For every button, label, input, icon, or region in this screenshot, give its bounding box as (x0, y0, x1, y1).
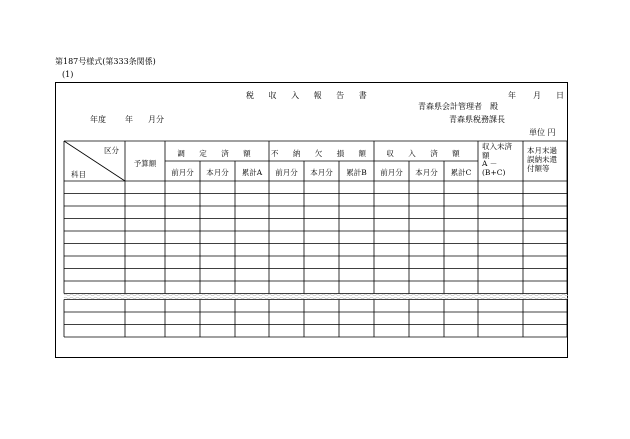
header-corner-category: 区分 (104, 146, 119, 155)
header-uncollected (482, 143, 512, 177)
period-year-label: 年 (125, 115, 133, 124)
header-uncollected-line4: (B+C) (482, 167, 506, 177)
header-corner-item: 科目 (71, 170, 86, 179)
header-col-received-prev: 前月分 (380, 168, 403, 177)
header-assessed-group: 調 定 済 額 (177, 149, 257, 158)
header-col-assessed-total: 累計A (241, 168, 263, 177)
header-col-assessed-prev: 前月分 (171, 168, 194, 177)
header-last-col (527, 146, 557, 173)
date-day-label: 日 (556, 91, 564, 100)
header-last-col-line3: 付額等 (527, 164, 550, 173)
form-number: 第187号様式(第333条関係) (55, 57, 156, 66)
date-month-label: 月 (533, 91, 541, 100)
header-col-loss-total: 累計B (346, 168, 367, 177)
header-budget: 予算額 (133, 159, 157, 168)
header-col-loss-curr: 本月分 (310, 168, 333, 177)
subsection-label: (1) (62, 70, 74, 79)
header-received-group: 収 入 済 額 (386, 149, 466, 158)
header-uncollected-line2: 額 (482, 150, 490, 160)
header-col-received-total: 累計C (450, 168, 472, 177)
table-break-wave (64, 294, 568, 296)
fiscal-year-label: 年度 (90, 115, 106, 124)
report-form (55, 82, 568, 358)
date-year-label: 年 (508, 91, 516, 100)
header-last-col-line1: 本月末過 (527, 146, 557, 155)
report-title: 税 収 入 報 告 書 (246, 91, 373, 100)
header-uncollected-line3: A － (482, 159, 498, 168)
header-loss-group: 不 納 欠 損 額 (270, 149, 373, 158)
header-last-col-line2: 誤納未還 (527, 155, 557, 164)
sender-name: 青森県税務課長 (449, 115, 505, 124)
addressee-honorific: 殿 (490, 102, 498, 111)
unit-label: 単位 円 (529, 128, 556, 137)
period-month-label: 月分 (148, 115, 164, 124)
header-uncollected-line1: 収入未済 (482, 142, 512, 151)
addressee-name: 青森県会計管理者 (418, 102, 482, 111)
report-table (56, 83, 569, 359)
table-break-wave (64, 297, 568, 299)
header-col-assessed-curr: 本月分 (206, 168, 229, 177)
header-col-loss-prev: 前月分 (275, 168, 298, 177)
header-col-received-curr: 本月分 (415, 168, 438, 177)
